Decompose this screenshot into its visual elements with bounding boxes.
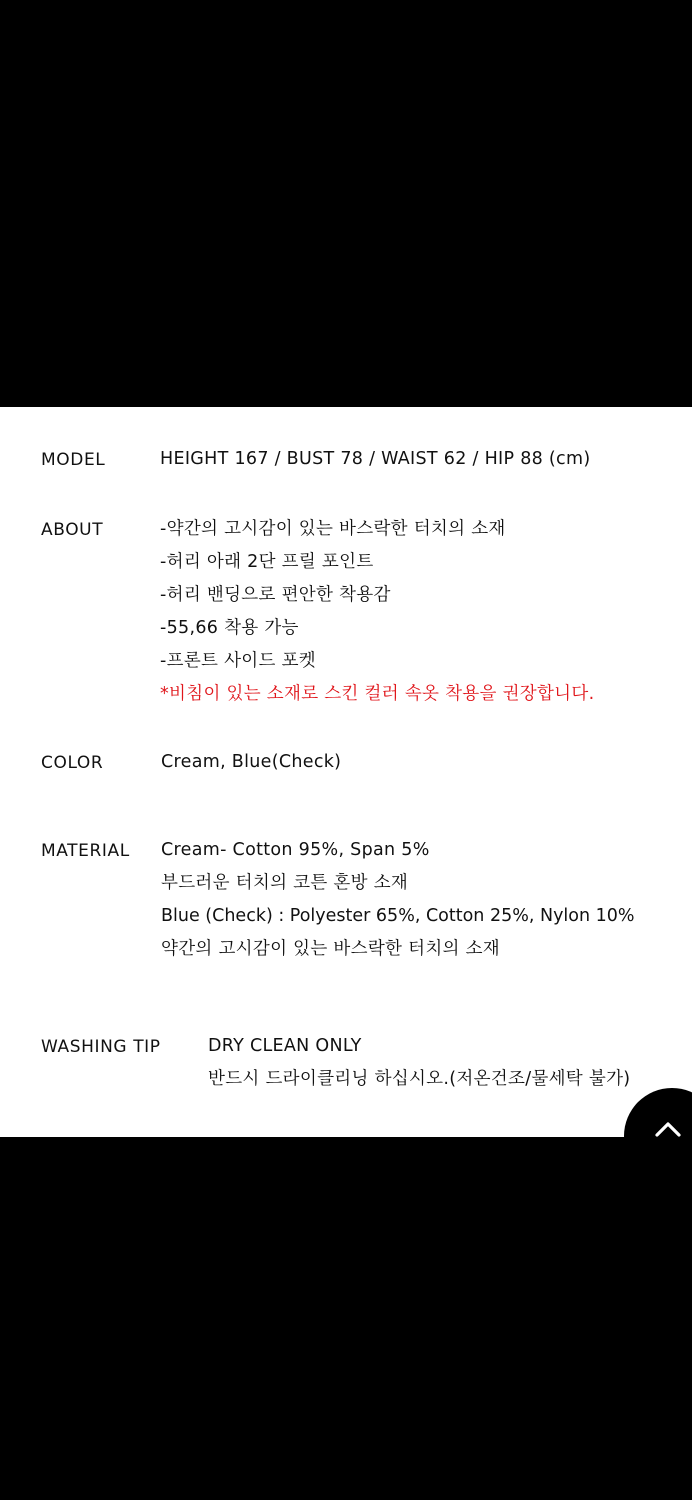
material-line: Cream- Cotton 95%, Span 5% <box>161 840 430 860</box>
color-options: Cream, Blue(Check) <box>161 752 342 772</box>
product-spec-panel <box>0 407 692 1137</box>
about-line: -허리 아래 2단 프릴 포인트 <box>160 552 374 572</box>
about-line: -허리 밴딩으로 편안한 착용감 <box>160 585 391 605</box>
spec-label-washing: WASHING TIP <box>41 1037 161 1057</box>
spec-value-color <box>161 746 341 779</box>
spec-value-washing <box>208 1030 630 1096</box>
material-line: 약간의 고시감이 있는 바스락한 터치의 소재 <box>161 939 501 959</box>
chevron-up-icon <box>654 1120 682 1138</box>
about-line: -프론트 사이드 포켓 <box>160 651 316 671</box>
material-line: 부드러운 터치의 코튼 혼방 소재 <box>161 873 409 893</box>
bottom-black-area <box>0 1137 692 1500</box>
spec-label-about: ABOUT <box>41 520 104 540</box>
top-black-area <box>0 0 692 407</box>
spec-label-material: MATERIAL <box>41 841 130 861</box>
spec-label-color: COLOR <box>41 753 104 773</box>
model-measurements: HEIGHT 167 / BUST 78 / WAIST 62 / HIP 88 (cm) <box>160 449 591 469</box>
spec-value-material <box>161 834 635 966</box>
material-line: Blue (Check) : Polyester 65%, Cotton 25%, Nylon 10% <box>161 906 635 926</box>
washing-line: 반드시 드라이클리닝 하십시오.(저온건조/물세탁 불가) <box>208 1069 631 1089</box>
spec-label-model: MODEL <box>41 450 106 470</box>
washing-line: DRY CLEAN ONLY <box>208 1036 362 1056</box>
about-notice: *비침이 있는 소재로 스킨 컬러 속옷 착용을 권장합니다. <box>160 684 595 704</box>
spec-value-about <box>160 513 594 711</box>
about-line: -55,66 착용 가능 <box>160 618 299 638</box>
spec-value-model <box>160 443 590 476</box>
about-line: -약간의 고시감이 있는 바스락한 터치의 소재 <box>160 519 506 539</box>
